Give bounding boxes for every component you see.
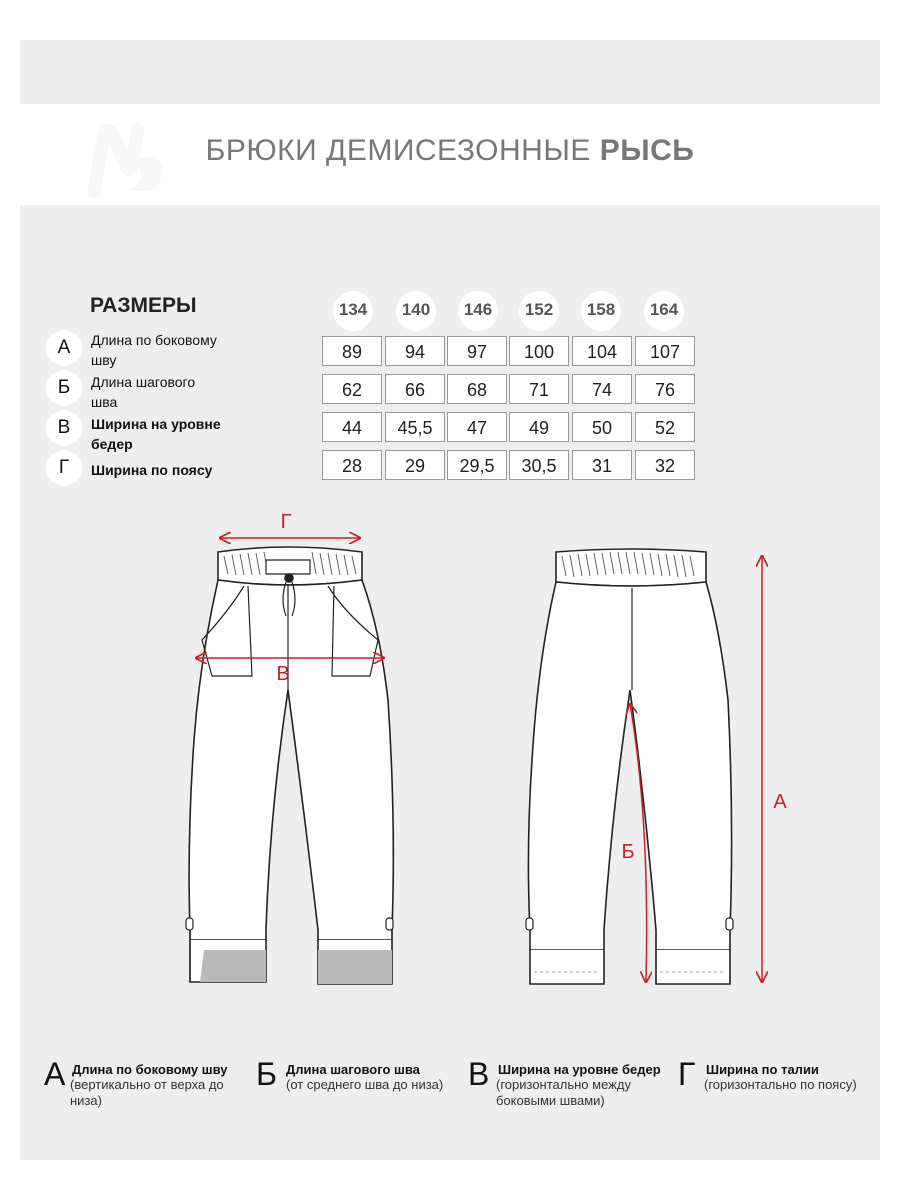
size-cell: 66 (385, 374, 445, 404)
size-cell: 28 (322, 450, 382, 480)
size-cell: 71 (509, 374, 569, 404)
row-letter: Г (46, 450, 82, 486)
size-header: 134 (333, 291, 373, 331)
param-label: Ширина на уровне бедер (91, 416, 221, 452)
front-view (186, 547, 393, 984)
legend-letter: А (44, 1056, 66, 1092)
sizes-heading: РАЗМЕРЫ (90, 294, 197, 317)
size-header: 146 (458, 291, 498, 331)
legend-letter: Б (256, 1056, 277, 1092)
legend-title: Ширина по талии (706, 1062, 819, 1077)
size-cell: 29,5 (447, 450, 507, 480)
row-letter: А (46, 330, 82, 366)
label-g: Г (280, 511, 292, 533)
legend-title: Ширина на уровне бедер (498, 1062, 661, 1077)
size-cell: 50 (572, 412, 632, 442)
legend-title: Длина шагового шва (286, 1062, 420, 1077)
legend-title: Длина по боковому шву (72, 1062, 228, 1077)
label-v: В (276, 663, 290, 685)
row-letter: Б (46, 370, 82, 406)
size-cell: 62 (322, 374, 382, 404)
size-cell: 94 (385, 336, 445, 366)
size-cell: 100 (509, 336, 569, 366)
size-cell: 89 (322, 336, 382, 366)
param-label: Длина по боковому шву (91, 332, 217, 368)
page-title: БРЮКИ ДЕМИСЕЗОННЫЕ РЫСЬ (205, 134, 695, 167)
size-cell: 32 (635, 450, 695, 480)
size-cell: 31 (572, 450, 632, 480)
row-letter: В (46, 410, 82, 446)
legend-letter: Г (678, 1056, 696, 1092)
param-label: Ширина по поясу (91, 462, 213, 478)
size-cell: 76 (635, 374, 695, 404)
label-a: А (773, 791, 787, 813)
legend-desc: (вертикально от верха до низа) (70, 1077, 224, 1108)
param-label: Длина шагового шва (91, 374, 196, 410)
size-header: 158 (581, 291, 621, 331)
legend-desc: (горизонтально между боковыми швами) (496, 1077, 631, 1108)
size-cell: 44 (322, 412, 382, 442)
size-header: 152 (519, 291, 559, 331)
legend-desc: (горизонтально по поясу) (704, 1077, 857, 1092)
size-cell: 107 (635, 336, 695, 366)
size-cell: 97 (447, 336, 507, 366)
size-cell: 68 (447, 374, 507, 404)
size-cell: 47 (447, 412, 507, 442)
label-b: Б (621, 841, 635, 863)
size-header: 140 (396, 291, 436, 331)
size-header: 164 (644, 291, 684, 331)
size-cell: 30,5 (509, 450, 569, 480)
back-view (526, 549, 733, 984)
legend-desc: (от среднего шва до низа) (286, 1077, 444, 1092)
size-cell: 52 (635, 412, 695, 442)
legend-letter: В (468, 1056, 490, 1092)
size-cell: 74 (572, 374, 632, 404)
size-cell: 104 (572, 336, 632, 366)
size-cell: 29 (385, 450, 445, 480)
size-cell: 45,5 (385, 412, 445, 442)
size-cell: 49 (509, 412, 569, 442)
